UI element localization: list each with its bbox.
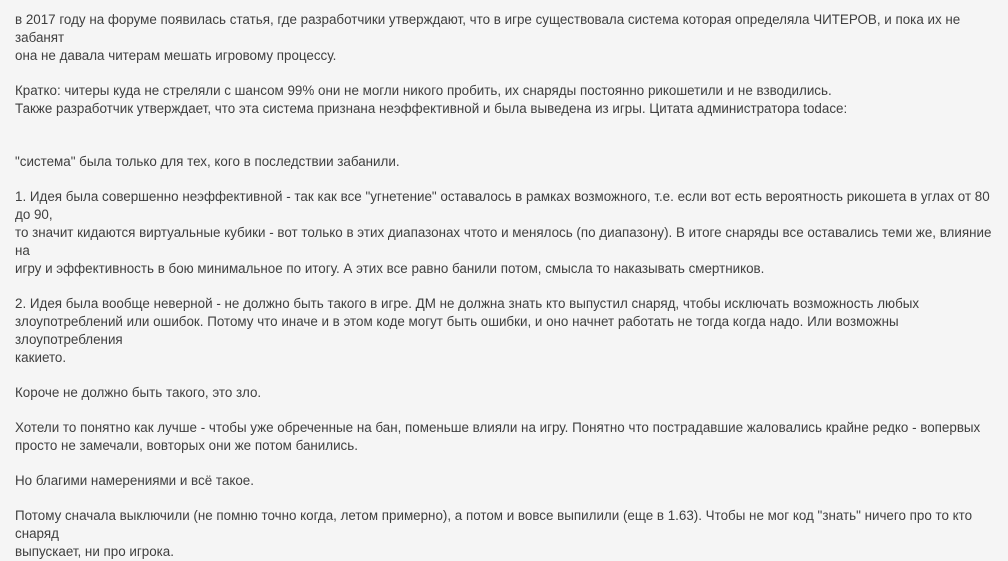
quote-intentions: Хотели то понятно как лучше - чтобы уже обреченные на бан, поменьше влияли на игру. Понятно что пострадавшие жаловались крайне редко - вопервых просто не замечали, вовторых они же потом банились. xyxy=(15,420,981,453)
post-body xyxy=(15,11,1005,561)
paragraph-intro: в 2017 году на форуме появилась статья, где разработчики утверждают, что в игре существовала система которая определяла ЧИТЕРОВ, и пока их не забанят она не давала читерам мешать игровому процессу. xyxy=(15,12,961,63)
quote-system: "система" была только для тех, кого в последствии забанили. xyxy=(15,154,400,169)
quote-conclusion: Короче не должно быть такого, это зло. xyxy=(15,385,262,400)
quote-point-2: 2. Идея была вообще неверной - не должно быть такого в игре. ДМ не должна знать кто выпустил снаряд, чтобы исключать возможность любых злоупотреблений или ошибок. Потому что иначе и в этом коде могут быть ошибки, и оно начнет работать не тогда когда надо. Или возможны злоупотребления какието. xyxy=(15,296,920,365)
quote-removal: Потому сначала выключили (не помню точно когда, летом примерно), а потом и вовсе выпилили (еще в 1.63). Чтобы не мог код "знать" ничего про то кто снаряд выпускает, ни про игрока. xyxy=(15,508,973,559)
quote-point-1: 1. Идея была совершенно неэффективной - так как все "угнетение" оставалось в рамках возможного, т.е. если вот есть вероятность рикошета в углах от 80 до 90, то значит кидаются виртуальные кубики - вот только в этих диапазонах чтото и менялось (по диапазону). В итоге снаряды все оставались теми же, влияние на игру и эффективность в бою минимальное по итогу. А этих все равно банили потом, смысла то наказывать смертников. xyxy=(15,189,992,276)
quote-good-intentions: Но благими намерениями и всё такое. xyxy=(15,473,254,488)
paragraph-summary: Кратко: читеры куда не стреляли с шансом 99% они не могли никого пробить, их снаряды постоянно рикошетили и не взводились. Также разработчик утверждает, что эта система признана неэффективной и была выведена из игры. Цитата администратора todace: xyxy=(15,83,848,116)
